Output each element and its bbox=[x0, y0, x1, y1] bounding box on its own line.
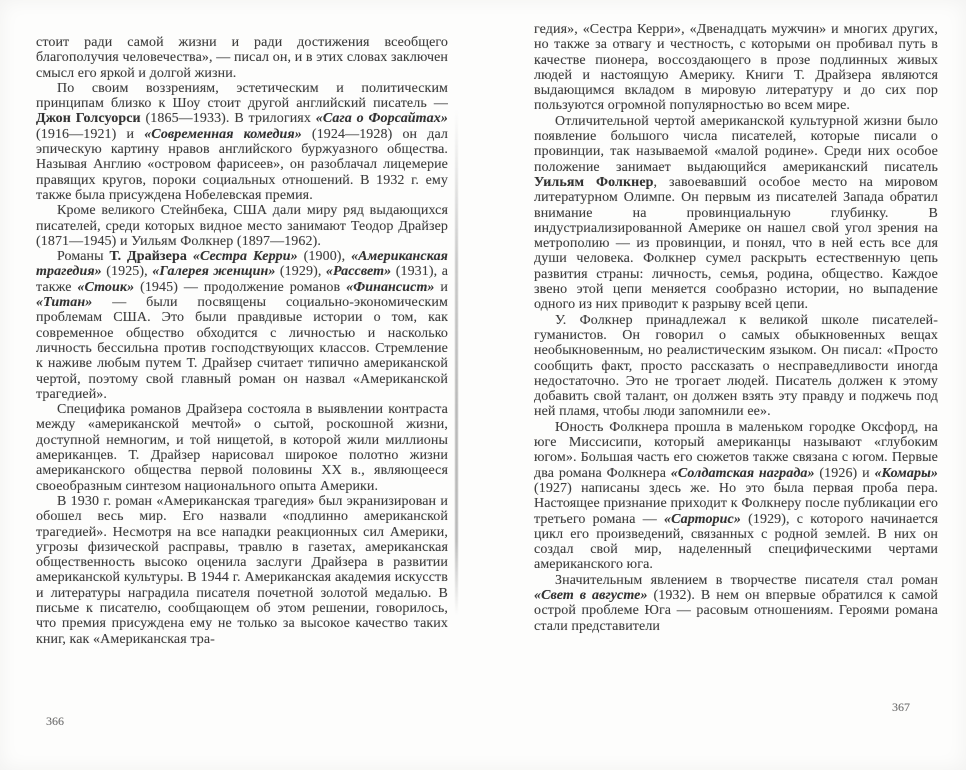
author-name-bold: Уильям Фолкнер bbox=[534, 174, 654, 190]
book-title-italic: «Солдатская награда» bbox=[670, 465, 815, 481]
body-text: (1932). В нем он впервые обратился к самой острой проблеме Юга — расовым отношениям. Героями романа стали представители bbox=[534, 587, 938, 634]
body-text: гедия», «Сестра Керри», «Двенадцать мужчин» и многих других, но также за отвагу и честность, с которыми он пробивал путь в качестве пионера, воссоздающего в прозе подлинных живых людей и настоящую Америку. Книги Т. Драйзера являются выдающимся вкладом в мировую литературу и до сих пор пользуются огромной популярностью во всем мире. bbox=[534, 22, 938, 114]
author-name-bold: Джон Голсуорси bbox=[36, 111, 141, 127]
book-title-italic: «Комары» bbox=[874, 465, 938, 481]
page-gutter-shadow bbox=[455, 110, 458, 615]
book-title-italic: «Рассвет» bbox=[325, 264, 392, 280]
body-text: По своим воззрениям, эстетическим и политическим принципам близко к Шоу стоит другой английский писатель — bbox=[36, 80, 448, 112]
body-text: (1924—1928) он дал эпическую картину нравов английского буржуазного общества. Называя Англию «островом фарисеев», он разоблачал лицемерие правящих кругов, пороки социальных отношений. В 1932 г. ему также была присуждена Нобелевская премия. bbox=[36, 126, 448, 203]
author-name-bold: Т. Драйзера bbox=[109, 249, 187, 265]
book-title-italic: «Современная комедия» bbox=[144, 126, 302, 142]
body-text: Специфика романов Драйзера состояла в выявлении контраста между «американской мечтой» о сытой, роскошной жизни, доступной немногим, и той нищетой, в которой жили миллионы американцев. Т. Драйзер нарисовал широкое полотно жизни американского общества первой половины XX в., являющееся своеобразным синтезом национального опыта Америки. bbox=[36, 402, 448, 494]
page-367-text-column bbox=[534, 22, 938, 634]
body-text: (1916—1921) и bbox=[36, 126, 145, 142]
paragraph bbox=[534, 313, 938, 420]
body-text: Кроме великого Стейнбека, США дали миру ряд выдающихся писателей, среди которых видное место занимают Теодор Драйзер (1871—1945) и Уильям Фолкнер (1897—1962). bbox=[36, 203, 448, 249]
book-title-italic: «Сага о Форсайтах» bbox=[315, 111, 448, 127]
paragraph bbox=[36, 494, 448, 647]
book-title-italic: «Титан» bbox=[36, 295, 93, 311]
body-text: (1925), bbox=[101, 264, 153, 280]
body-text: и bbox=[434, 279, 448, 295]
paragraph bbox=[534, 420, 938, 573]
paragraph bbox=[36, 35, 448, 81]
body-text: (1929), bbox=[275, 264, 326, 280]
body-text: Романы bbox=[57, 249, 110, 265]
paragraph bbox=[36, 402, 448, 494]
paragraph bbox=[36, 203, 448, 249]
paragraph bbox=[534, 114, 938, 313]
book-title-italic: «Галерея женщин» bbox=[152, 264, 276, 280]
body-text: Отличительной чертой американской культурной жизни было появление большого числа писателей, которые писали о провинции, так называемой «малой родине». Среди них особое положение занимает выдающийся американский писатель bbox=[534, 113, 938, 175]
book-title-italic: «Американская трагедия» bbox=[36, 249, 448, 280]
body-text: (1865—1933). В трилогиях bbox=[140, 111, 316, 127]
body-text: — были посвящены социально-экономическим проблемам США. Это были правдивые истории о том, как современное общество обходится с личностью и насколько личность бессильна против господствующих классов. Стремление к наживе любым путем Т. Драйзер считает типично американской чертой, поэтому свой главный роман он назвал «Американской трагедией». bbox=[36, 295, 448, 402]
paragraph bbox=[36, 249, 448, 402]
book-title-italic: «Стоик» bbox=[77, 279, 135, 295]
body-text: В 1930 г. роман «Американская трагедия» был экранизирован и обошел весь мир. Его назвали «подлинно американской трагедией». Несмотря на все нападки реакционных сил Америки, угрозы физической расправы, травлю в газетах, американская общественность высоко оценила заслуги Драйзера в развитии американской культуры. В 1944 г. Американская академия искусств и литературы наградила писателя почетной золотой медалью. В письме к писателю, сообщающем об этом решении, говорилось, что премия присуждена ему не только за высокое качество таких книг, как «Американская тра- bbox=[36, 493, 448, 647]
body-text: , завоевавший особое место на мировом литературном Олимпе. Он первым из писателей Запада обратил внимание на провинциальную глубинку. В индустриализированной Америке он нашел свой угол зрения на метрополию — из провинции, и понял, что в ней есть все для души человека. Фолкнер сумел раскрыть естественную цепь развития страны: личность, семья, родина, общество. Каждое звено этой цепи меняется сообразно истории, но выпадение одного из них приводит к разрыву всей цепи. bbox=[534, 174, 938, 313]
body-text: Значительным явлением в творчестве писателя стал роман bbox=[555, 572, 938, 588]
book-title-italic: «Свет в августе» bbox=[534, 587, 648, 603]
body-text: (1927) написаны здесь же. Но это была первая проба пера. Настоящее признание приходит к Фолкнеру после публикации его третьего романа — bbox=[534, 480, 938, 527]
body-text: Юность Фолкнера прошла в маленьком городке Оксфорд, на юге Миссисипи, который американцы называют «глубоким югом». Большая часть его сюжетов также связана с югом. Первые два романа Фолкнера bbox=[534, 419, 938, 481]
body-text: (1900), bbox=[297, 249, 352, 265]
page-number-366: 366 bbox=[46, 714, 64, 728]
body-text: У. Фолкнер принадлежал к великой школе писателей-гуманистов. Он говорил о самых обыкновенных вещах необыкновенным, но реалистическим языком. Он писал: «Просто сообщить факт, просто рассказать о несправедливости иногда недостаточно. Это не трогает людей. Писатель должен к этому добавить свой талант, он должен взять эту правду и поджечь под ней пламя, чтобы люди запомнили ее». bbox=[534, 312, 938, 420]
body-text: (1929), с которого начинается цикл его произведений, связанных с родной землей. В них он создал свой мир, наделенный специфическими чертами американского юга. bbox=[534, 511, 938, 573]
book-title-italic: «Сестра Керри» bbox=[192, 249, 298, 265]
paragraph bbox=[534, 22, 938, 114]
body-text: стоит ради самой жизни и ради достижения всеобщего благополучия человечества», — писал он, и в этих словах заключен смысл его яркой и долгой жизни. bbox=[36, 35, 448, 81]
body-text: (1931), а также bbox=[36, 264, 449, 295]
body-text: (1926) и bbox=[814, 465, 875, 481]
paragraph bbox=[36, 81, 448, 203]
page-366-text-column bbox=[36, 35, 448, 647]
paragraph bbox=[534, 573, 938, 634]
page-number-367: 367 bbox=[892, 700, 910, 714]
book-title-italic: «Финансист» bbox=[346, 279, 435, 295]
body-text: (1945) — продолжение романов bbox=[134, 279, 347, 295]
book-title-italic: «Сарторис» bbox=[664, 511, 741, 527]
